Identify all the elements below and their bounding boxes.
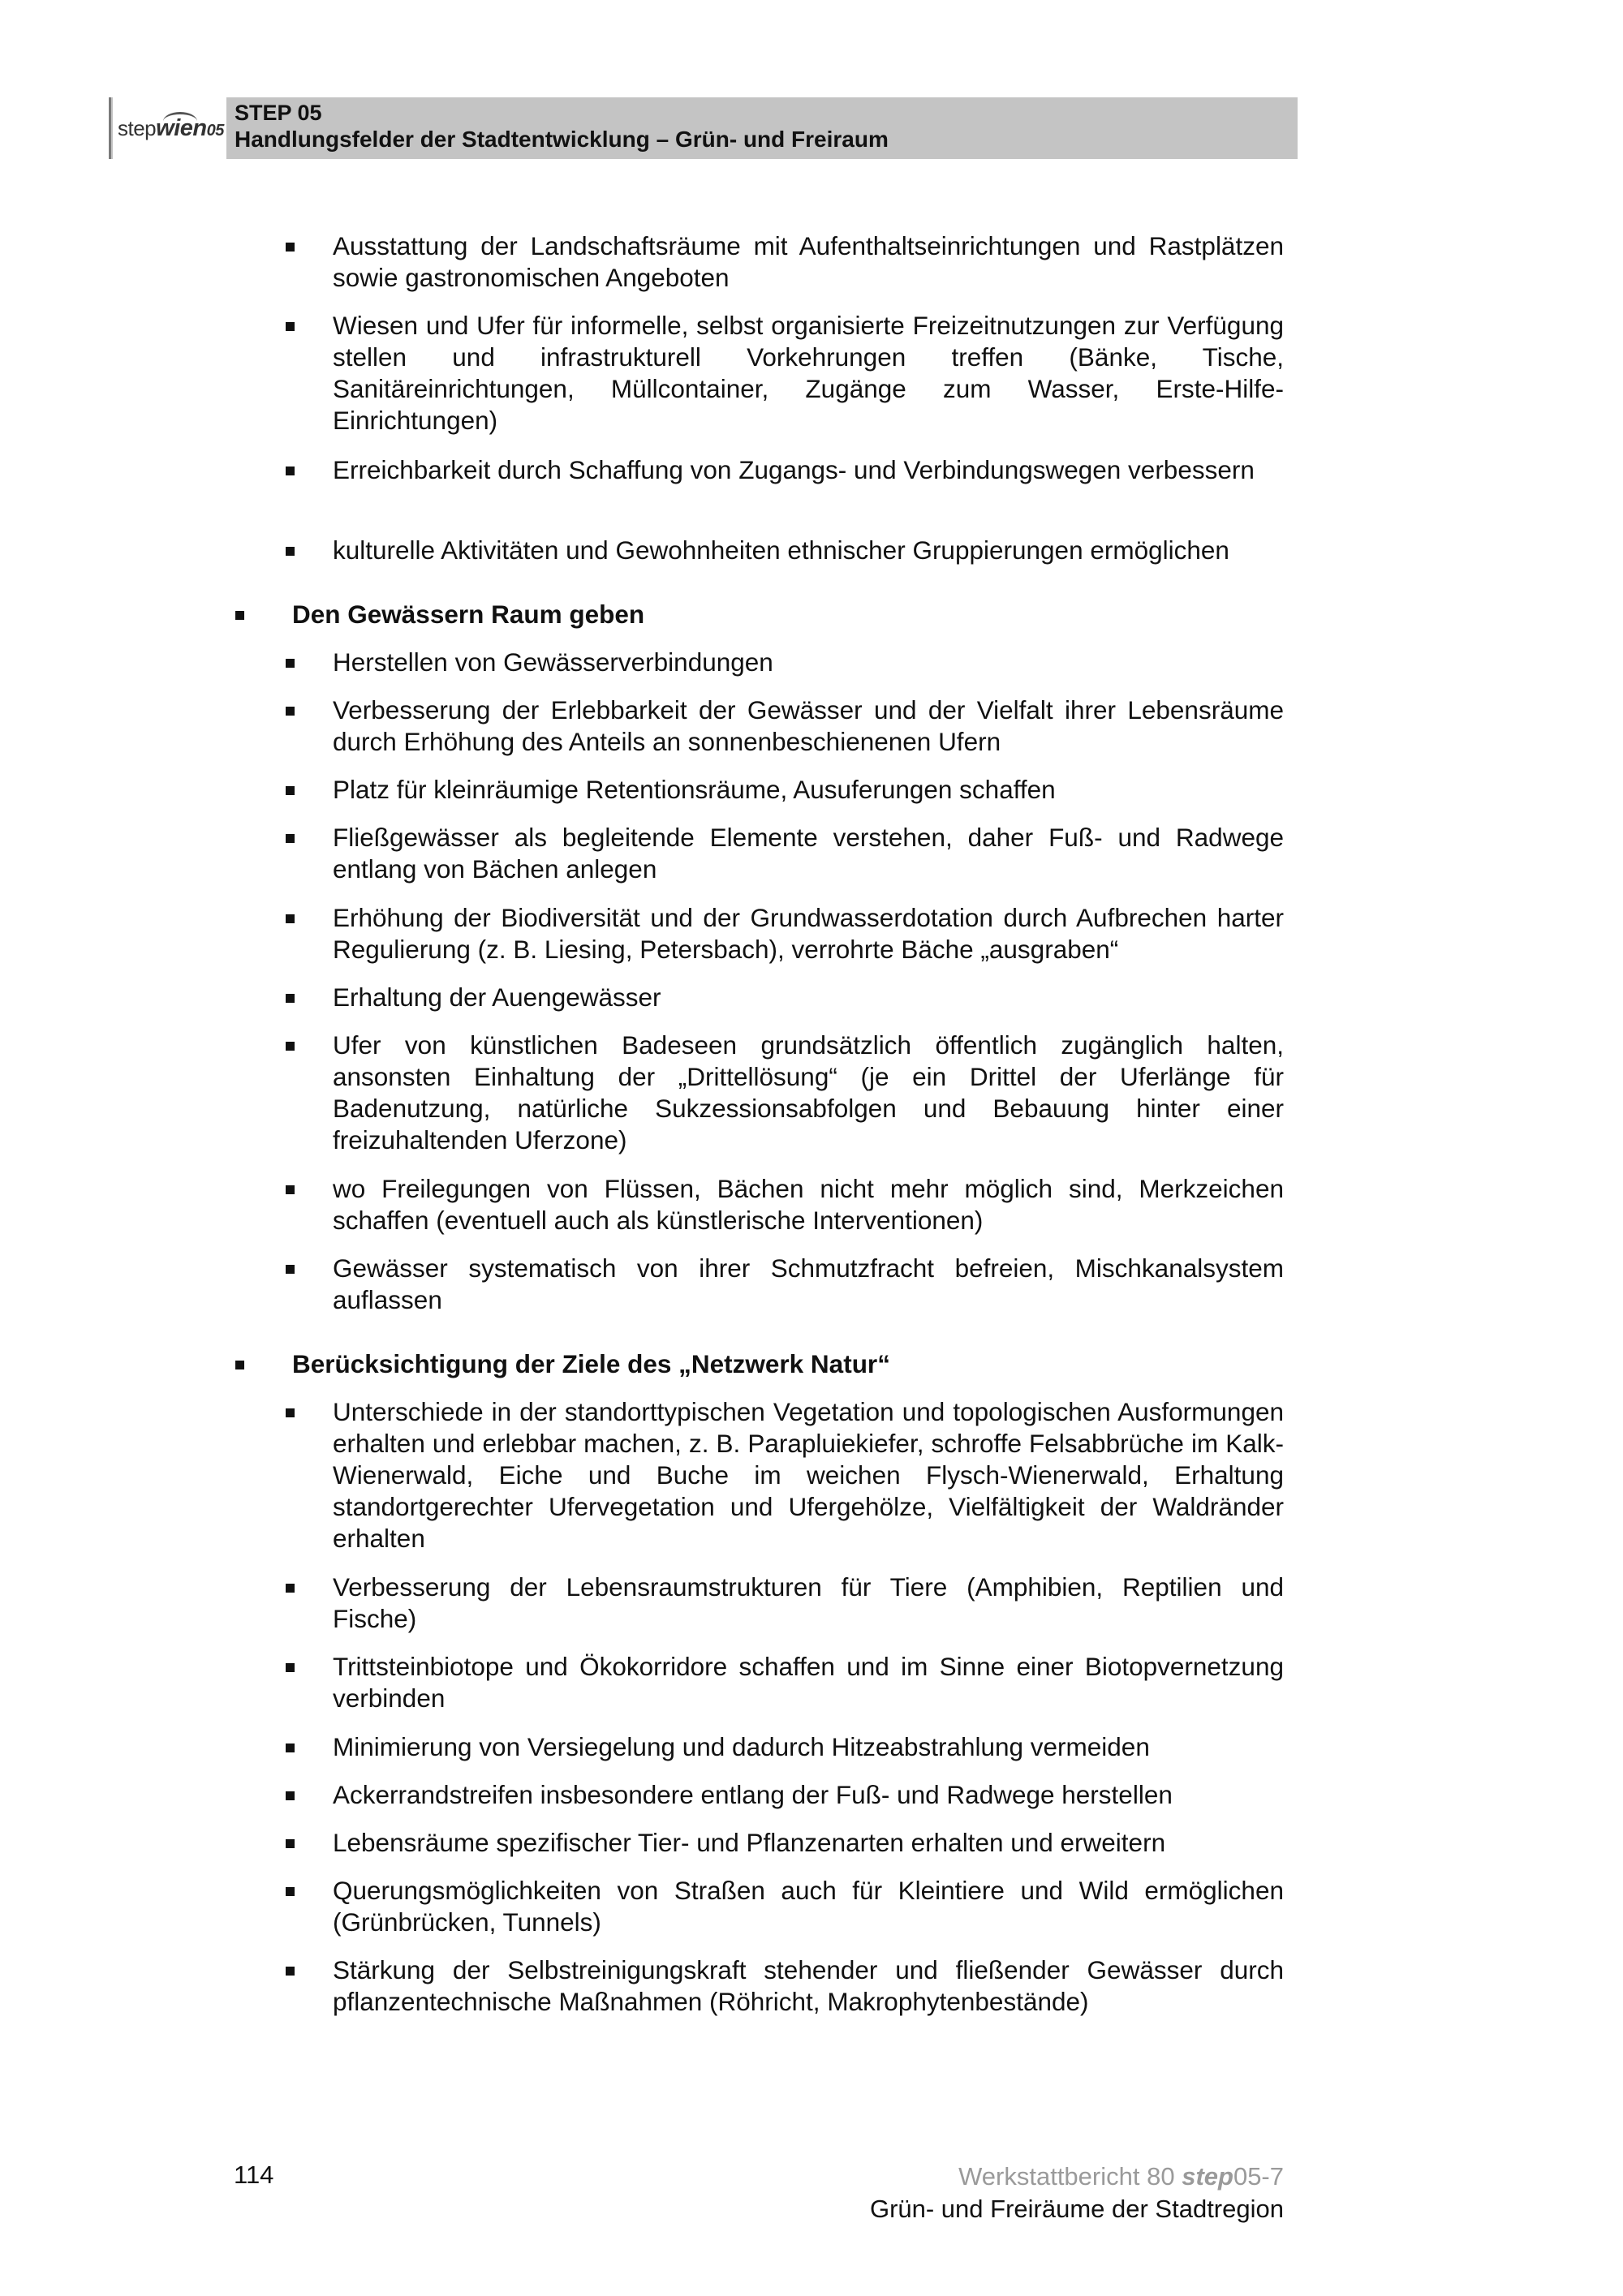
bullet-icon [286, 994, 295, 1003]
list-item-text: Verbesserung der Lebensraumstrukturen für Tiere (Amphibien, Reptilien und Fische) [333, 1572, 1284, 1633]
list-item [333, 982, 1284, 1013]
list-item [333, 1396, 1284, 1554]
list-item [333, 774, 1284, 806]
report-title [870, 2161, 1284, 2193]
list-item [333, 902, 1284, 965]
list-item-text: Verbesserung der Erlebbarkeit der Gewässer und der Vielfalt ihrer Lebensräume durch Erhöhung des Anteils an sonnenbeschienenen Ufern [333, 695, 1284, 756]
list-item [333, 822, 1284, 885]
bullet-icon [286, 1743, 295, 1752]
section-heading-text: Den Gewässern Raum geben [292, 600, 645, 629]
list-item-text: Herstellen von Gewässerverbindungen [333, 647, 773, 677]
list-item [333, 310, 1284, 436]
list-item-text: Gewässer systematisch von ihrer Schmutzfracht befreien, Mischkanalsystem auflassen [333, 1253, 1284, 1314]
list-item [333, 1253, 1284, 1316]
list-item-text: kulturelle Aktivitäten und Gewohnheiten ethnischer Gruppierungen ermöglichen [333, 535, 1229, 565]
stepwien-logo [113, 97, 226, 159]
report-prefix: Werkstattbericht 80 [958, 2162, 1182, 2191]
bullet-icon [286, 834, 295, 843]
list-item-text: Erhaltung der Auengewässer [333, 982, 661, 1012]
bullet-icon [286, 786, 295, 795]
logo-year: 05 [206, 122, 224, 140]
list-item-text: Querungsmöglichkeiten von Straßen auch für Kleintiere und Wild ermöglichen (Grünbrücken, Tunnels) [333, 1876, 1284, 1937]
report-suffix: 05-7 [1233, 2162, 1284, 2191]
bullet-icon [286, 243, 295, 252]
list-item [333, 1731, 1284, 1763]
list-item-text: Unterschiede in der standorttypischen Vegetation und topologischen Ausformungen erhalten und erlebbar machen, z. B. Parapluiekiefer, schroffe Felsabbrüche im Kalk-Wienerwald, Eiche und Buche im weichen Flysch-Wienerwald, Erhaltung standortgerechter Ufervegetation und Ufergehölze, Vielfältigkeit der Waldränder erhalten [333, 1397, 1284, 1553]
bullet-icon [235, 1361, 244, 1369]
bullet-icon [286, 467, 295, 475]
list-item [333, 1030, 1284, 1156]
bullet-icon [286, 707, 295, 716]
list-item-text: Minimierung von Versiegelung und dadurch Hitzeabstrahlung vermeiden [333, 1732, 1150, 1761]
list-item-text: Fließgewässer als begleitende Elemente verstehen, daher Fuß- und Radwege entlang von Bächen anlegen [333, 823, 1284, 884]
list-item-text: Ufer von künstlichen Badeseen grundsätzlich öffentlich zugänglich halten, ansonsten Einhaltung der „Drittellösung“ (je ein Drittel der Uferlänge für Badenutzung, natürliche Sukzessionsabfolgen und Bebauung hinter einer freizuhaltenden Uferzone) [333, 1030, 1284, 1154]
list-item [333, 1651, 1284, 1714]
list-item [333, 230, 1284, 294]
bullet-icon [286, 914, 295, 923]
bullet-icon [286, 1584, 295, 1593]
section-heading [292, 1348, 1284, 1380]
list-item-text: Ausstattung der Landschaftsräume mit Aufenthaltseinrichtungen und Rastplätzen sowie gastronomischen Angeboten [333, 231, 1284, 292]
bullet-icon [286, 1839, 295, 1848]
logo-step: step [118, 116, 157, 140]
page-header [109, 97, 1298, 159]
report-subtitle: Grün- und Freiräume der Stadtregion [869, 2195, 1284, 2223]
bullet-icon [235, 611, 244, 620]
list-item-text: Erhöhung der Biodiversität und der Grundwasserdotation durch Aufbrechen harter Regulierung (z. B. Liesing, Petersbach), verrohrte Bäche „ausgraben“ [333, 903, 1284, 964]
section-heading-text: Berücksichtigung der Ziele des „Netzwerk Natur“ [292, 1349, 890, 1378]
list-item [333, 1875, 1284, 1938]
list-item-text: Erreichbarkeit durch Schaffung von Zugangs- und Verbindungswegen verbessern [333, 455, 1255, 484]
list-item [333, 454, 1284, 486]
bullet-icon [286, 547, 295, 556]
bullet-icon [286, 1967, 295, 1976]
logo-wien: wien [156, 115, 207, 141]
list-item-text: wo Freilegungen von Flüssen, Bächen nicht mehr möglich sind, Merkzeichen schaffen (eventuell auch als künstlerische Interventionen) [333, 1174, 1284, 1235]
list-item [333, 1173, 1284, 1236]
list-item-text: Ackerrandstreifen insbesondere entlang der Fuß- und Radwege herstellen [333, 1780, 1173, 1809]
bullet-icon [286, 1265, 295, 1274]
page-number: 114 [234, 2161, 274, 2189]
logo-wordmark [118, 115, 224, 142]
list-item [333, 1827, 1284, 1859]
list-item [333, 1779, 1284, 1811]
header-title: STEP 05 [235, 101, 322, 125]
list-item-text: Lebensräume spezifischer Tier- und Pflanzenarten erhalten und erweitern [333, 1828, 1166, 1857]
list-item [333, 1954, 1284, 2018]
list-item-text: Stärkung der Selbstreinigungskraft stehender und fließender Gewässer durch pflanzentechnische Maßnahmen (Röhricht, Makrophytenbestände) [333, 1955, 1284, 2016]
bullet-icon [286, 659, 295, 668]
bullet-icon [286, 1663, 295, 1672]
list-item-text: Platz für kleinräumige Retentionsräume, Ausuferungen schaffen [333, 775, 1056, 804]
footer-publication [870, 2161, 1284, 2225]
list-item-text: Trittsteinbiotope und Ökokorridore schaffen und im Sinne einer Biotopvernetzung verbinden [333, 1652, 1284, 1713]
list-item [333, 1572, 1284, 1635]
bullet-icon [286, 1887, 295, 1896]
bullet-icon [286, 1408, 295, 1417]
bullet-icon [286, 1042, 295, 1051]
report-step: step [1182, 2162, 1233, 2191]
list-item [333, 535, 1284, 566]
bullet-icon [286, 322, 295, 331]
list-item-text: Wiesen und Ufer für informelle, selbst organisierte Freizeitnutzungen zur Verfügung stellen und infrastrukturell Vorkehrungen treffen (Bänke, Tische, Sanitäreinrichtungen, Müllcontainer, Zugänge zum Wasser, Erste-Hilfe-Einrichtungen) [333, 311, 1284, 435]
header-subtitle: Handlungsfelder der Stadtentwicklung – Grün- und Freiraum [235, 127, 889, 152]
bullet-icon [286, 1791, 295, 1800]
bullet-icon [286, 1185, 295, 1194]
list-item [333, 694, 1284, 758]
section-heading [292, 599, 1284, 630]
list-item [333, 647, 1284, 678]
